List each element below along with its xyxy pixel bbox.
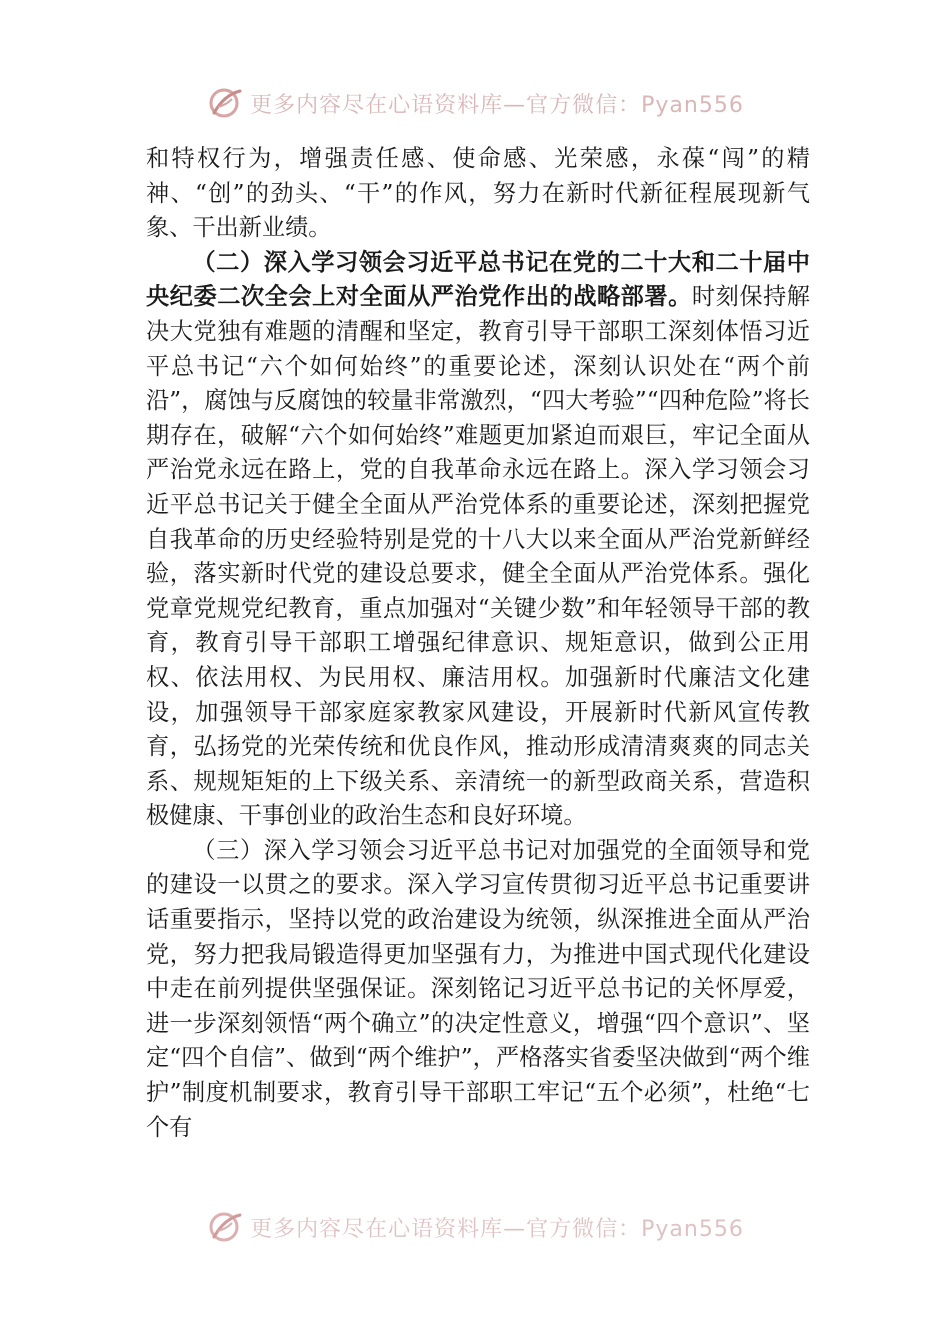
watermark-footer xyxy=(0,1207,950,1247)
brush-logo-icon xyxy=(206,85,246,121)
document-body xyxy=(146,142,810,1145)
paragraph-continuation: 和特权行为，增强责任感、使命感、光荣感，永葆“闯”的精神、“创”的劲头、“干”的作风，努力在新时代新征程展现新气象、干出新业绩。 xyxy=(146,145,810,242)
section-2-heading: （二）深入学习领会习近平总书记在党的二十大和二十届中央纪委二次全会上对全面从严治党作出的战略部署。 xyxy=(146,248,810,311)
watermark-text: 更多内容尽在心语资料库—官方微信：Pyan556 xyxy=(250,1216,744,1242)
watermark-header xyxy=(0,83,950,123)
brush-logo-icon xyxy=(206,1209,246,1245)
paragraph-section-2 xyxy=(146,246,810,834)
section-2-body: 时刻保持解决大党独有难题的清醒和坚定，教育引导干部职工深刻体悟习近平总书记“六个如何始终”的重要论述，深刻认识处在“两个前沿”，腐蚀与反腐蚀的较量非常激烈，“四大考验”“四种危险”将长期存在，破解“六个如何始终”难题更加紧迫而艰巨，牢记全面从严治党永远在路上，党的自我革命永远在路上。深入学习领会习近平总书记关于健全全面从严治党体系的重要论述，深刻把握党自我革命的历史经验特别是党的十八大以来全面从严治党新鲜经验，落实新时代党的建设总要求，健全全面从严治党体系。强化党章党规党纪教育，重点加强对“关键少数”和年轻领导干部的教育，教育引导干部职工增强纪律意识、规矩意识，做到公正用权、依法用权、为民用权、廉洁用权。加强新时代廉洁文化建设，加强领导干部家庭家教家风建设，开展新时代新风宣传教育，弘扬党的光荣传统和优良作风，推动形成清清爽爽的同志关系、规规矩矩的上下级关系、亲清统一的新型政商关系，营造积极健康、干事创业的政治生态和良好环境。 xyxy=(146,283,810,830)
paragraph-section-3: （三）深入学习领会习近平总书记对加强党的全面领导和党的建设一以贯之的要求。深入学习宣传贯彻习近平总书记重要讲话重要指示，坚持以党的政治建设为统领，纵深推进全面从严治党，努力把我局锻造得更加坚强有力，为推进中国式现代化建设中走在前列提供坚强保证。深刻铭记习近平总书记的关怀厚爱，进一步深刻领悟“两个确立”的决定性意义，增强“四个意识”、坚定“四个自信”、做到“两个维护”，严格落实省委坚决做到“两个维护”制度机制要求，教育引导干部职工牢记“五个必须”，杜绝“七个有 xyxy=(146,836,810,1141)
watermark-text: 更多内容尽在心语资料库—官方微信：Pyan556 xyxy=(250,92,744,118)
